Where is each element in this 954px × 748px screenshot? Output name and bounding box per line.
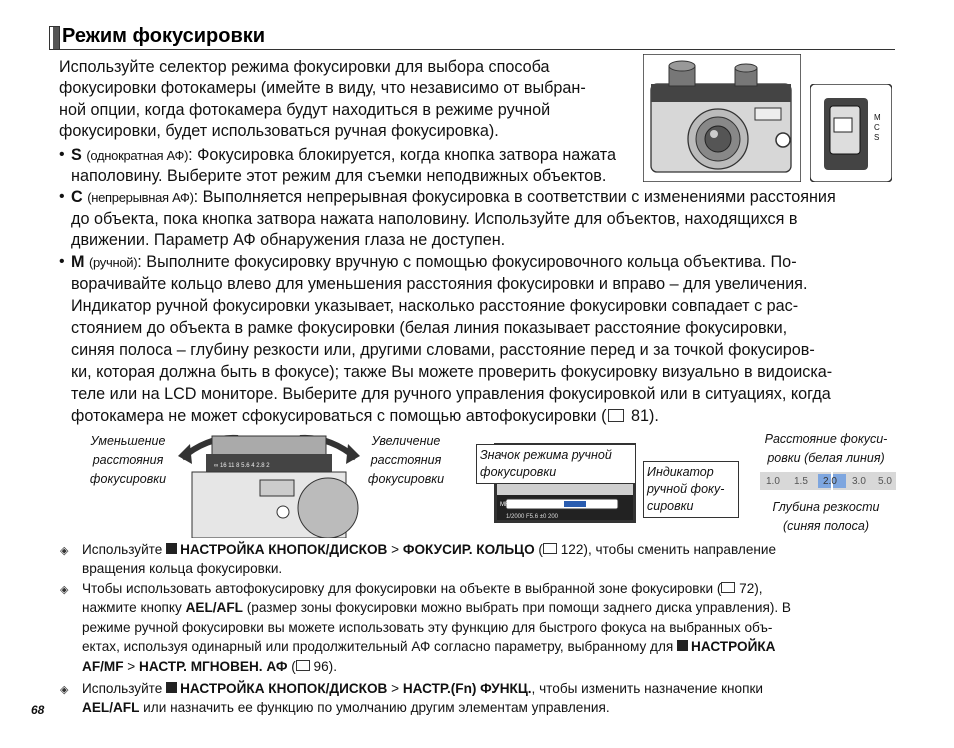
mode-c-letter: C [71,188,83,206]
note-icon: ◈ [60,684,69,696]
mode-c-text-3: движении. Параметр АФ обнаружения глаза не доступен. [71,231,506,249]
mf-icon-label: Значок режима ручной фокусировки [476,444,636,484]
note-2-line-5: AF/MF > НАСТР. МГНОВЕН. АФ ( 96). [82,659,337,674]
page-ref: 81). [630,407,659,425]
bullet-dot: • [59,146,65,163]
scale-value: 1.5 [794,476,808,487]
lens-ring-illustration [178,430,360,538]
mode-m-text-5: синяя полоса – глубину резкости или, другими словами, расстояние перед и за точкой фокусиров- [71,341,815,359]
increase-caption: Увеличение расстояния фокусировки [367,434,445,486]
bullet-dot: • [59,188,65,205]
mode-m-text-8 [71,406,659,428]
lens-scale: ∞ 16 11 8 5.6 4 2.8 2 [214,463,270,469]
intro-line-4: фокусировки, будет использоваться ручная фокусировка). [59,122,499,140]
book-icon [721,582,735,593]
book-icon [608,409,624,422]
focus-distance-scale [760,470,896,492]
mode-m-name: (ручной) [88,255,138,270]
mode-c-name: (непрерывная АФ) [87,190,194,205]
mode-m-text-7: теле или на LCD мониторе. Выберите для ручного управления фокусировкой или в ситуациях, когда [71,385,831,403]
note-2-line-1: Чтобы использовать автофокусировку для фокусировки на объекте в выбранной зоне фокусировки ( 72), [82,581,763,596]
camera-illustration [643,54,801,182]
note-icon: ◈ [60,545,69,557]
title-marker [49,26,60,50]
focus-mode-switch-closeup [810,84,892,182]
intro-line-3: ной опции, когда фотокамера будут находиться в режиме ручной [59,101,551,119]
bullet-m [71,252,797,274]
af-settings-icon [677,640,688,651]
note-1-line-1: Используйте НАСТРОЙКА КНОПОК/ДИСКОВ > ФОКУСИР. КОЛЬЦО ( 122), чтобы сменить направление [82,542,777,557]
mode-c-text-1: : Выполняется непрерывная фокусировка в соответствии с изменениями расстояния [193,188,836,206]
lcd-readout: 1/2000 F5.6 ±0 200 [506,514,558,520]
mode-c-text-2: до объекта, пока кнопка затвора нажата наполовину. Используйте для объектов, находящихся в [71,210,798,228]
decrease-caption: Уменьшение расстояния фокусировки [89,434,167,486]
scale-value: 2.0 [823,476,837,487]
mode-m-text-3: Индикатор ручной фокусировки указывает, насколько расстояние фокусировки совпадает с рас- [71,297,799,315]
note-1-line-2: вращения кольца фокусировки. [82,561,283,576]
intro-line-1: Используйте селектор режима фокусировки для выбора способа [59,58,550,76]
dof-caption: Глубина резкости (синяя полоса) [772,500,880,533]
book-icon [296,660,310,671]
mode-m-text-4: стоянием до объекта в рамке фокусировки (белая линия показывает расстояние фокусировки, [71,319,788,337]
note-2-line-2: нажмите кнопку AEL/AFL (размер зоны фокусировки можно выбрать при помощи заднего диска управления). В [82,600,791,615]
bullet-c [71,187,836,209]
settings-icon [166,682,177,693]
svg-text:MF: MF [500,502,509,508]
bullet-s [71,145,616,167]
switch-label-m: M [874,113,881,122]
scale-value: 1.0 [766,476,780,487]
mode-m-text-6: ки, которая должна быть в фокусе); также Вы можете проверить фокусировку визуально в видоиска- [71,363,833,381]
intro-line-2: фокусировки фотокамеры (имейте в виду, что независимо от выбран- [59,79,586,97]
bullet-dot: • [59,253,65,270]
page-title: Режим фокусировки [62,25,266,47]
switch-label-c: C [874,123,880,132]
mode-m-text-2: ворачивайте кольцо влево для уменьшения расстояния фокусировки и вправо – для увеличения. [71,275,808,293]
settings-icon [166,543,177,554]
mode-s-text-2: наполовину. Выберите этот режим для съемки неподвижных объектов. [71,167,607,185]
mode-m-letter: M [71,253,85,271]
note-3-line-2: AEL/AFL или назначить ее функцию по умолчанию другим элементам управления. [82,700,610,715]
note-2-line-4: ектах, используя одинарный или продолжительный АФ согласно параметру, выбранному для НАСТРОЙКА [82,639,776,654]
note-3-line-1: Используйте НАСТРОЙКА КНОПОК/ДИСКОВ > НАСТР.(Fn) ФУНКЦ., чтобы изменить назначение кнопки [82,681,763,696]
mode-s-letter: S [71,146,82,164]
switch-label-s: S [874,133,880,142]
page-number: 68 [31,703,45,717]
mode-m-text-8-main: фотокамера не может сфокусироваться с помощью автофокусировки ( [71,407,607,425]
note-2-line-3: режиме ручной фокусировки вы можете использовать эту функцию для быстрого фокуса на выбранных объ- [82,620,773,635]
book-icon [543,543,557,554]
mode-s-text-1: : Фокусировка блокируется, когда кнопка затвора нажата [188,146,617,164]
mode-s-name: (однократная АФ) [86,148,189,163]
title-rule [49,49,895,50]
scale-value: 3.0 [852,476,866,487]
note-icon: ◈ [60,584,69,596]
scale-value: 5.0 [878,476,892,487]
indicator-label: Индикатор ручной фоку- сировки [643,461,739,518]
focus-distance-caption: Расстояние фокуси- ровки (белая линия) [764,432,888,465]
mode-m-text-1: : Выполните фокусировку вручную с помощью фокусировочного кольца объектива. По- [137,253,797,271]
